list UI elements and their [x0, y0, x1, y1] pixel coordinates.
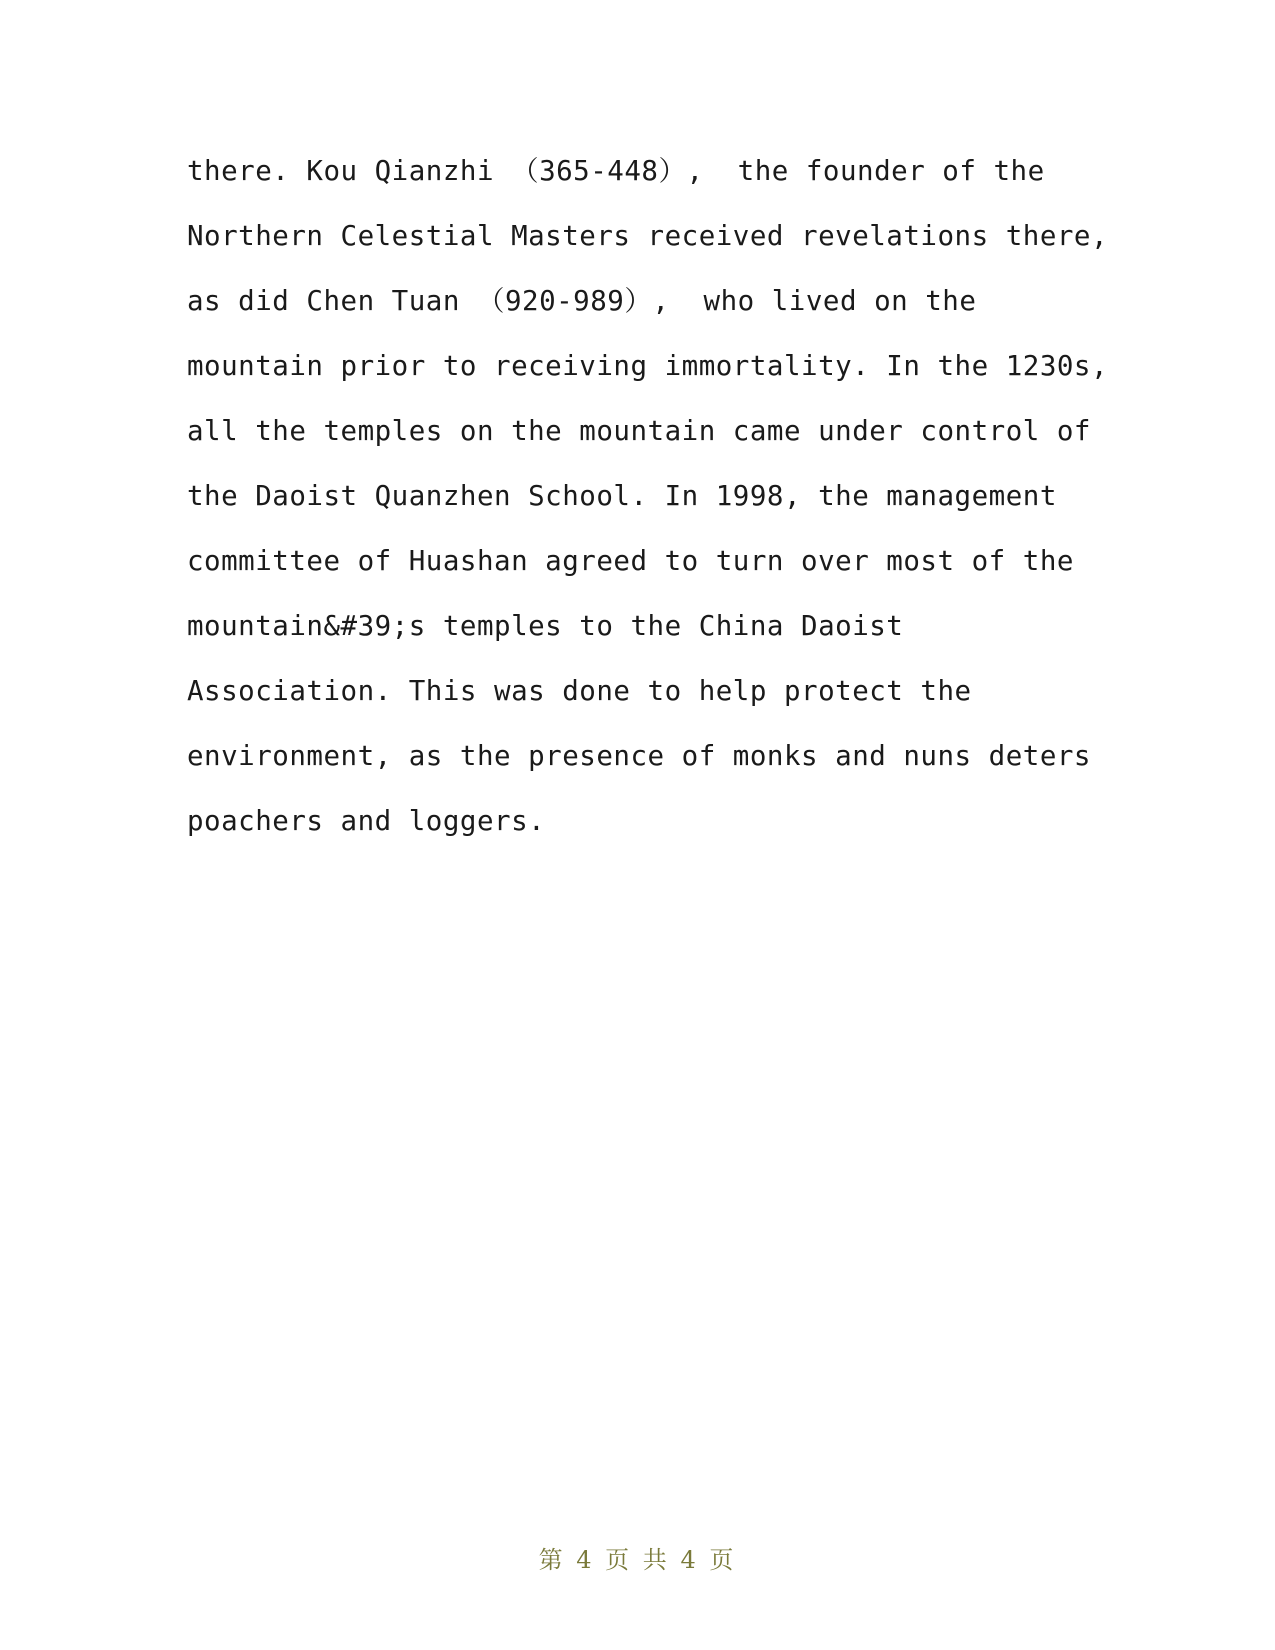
text-line: poachers and loggers.: [187, 805, 546, 837]
text-line: as did Chen Tuan （920-989）, who lived on the: [187, 285, 977, 317]
text-line: the Daoist Quanzhen School. In 1998, the management: [187, 480, 1057, 512]
text-line: Northern Celestial Masters received revelations there,: [187, 220, 1109, 252]
text-line: Association. This was done to help protect the: [187, 675, 972, 707]
body-paragraph: [187, 139, 1107, 854]
text-line: mountain prior to receiving immortality. In the 1230s,: [187, 350, 1109, 382]
text-line: environment, as the presence of monks and nuns deters: [187, 740, 1091, 772]
text-line: mountain&#39;s temples to the China Daoist: [187, 610, 904, 642]
text-line: all the temples on the mountain came under control of: [187, 415, 1091, 447]
text-line: there. Kou Qianzhi （365-448）, the founder of the: [187, 155, 1045, 187]
text-line: committee of Huashan agreed to turn over most of the: [187, 545, 1074, 577]
page-number-footer: 第 4 页 共 4 页: [538, 1546, 737, 1574]
